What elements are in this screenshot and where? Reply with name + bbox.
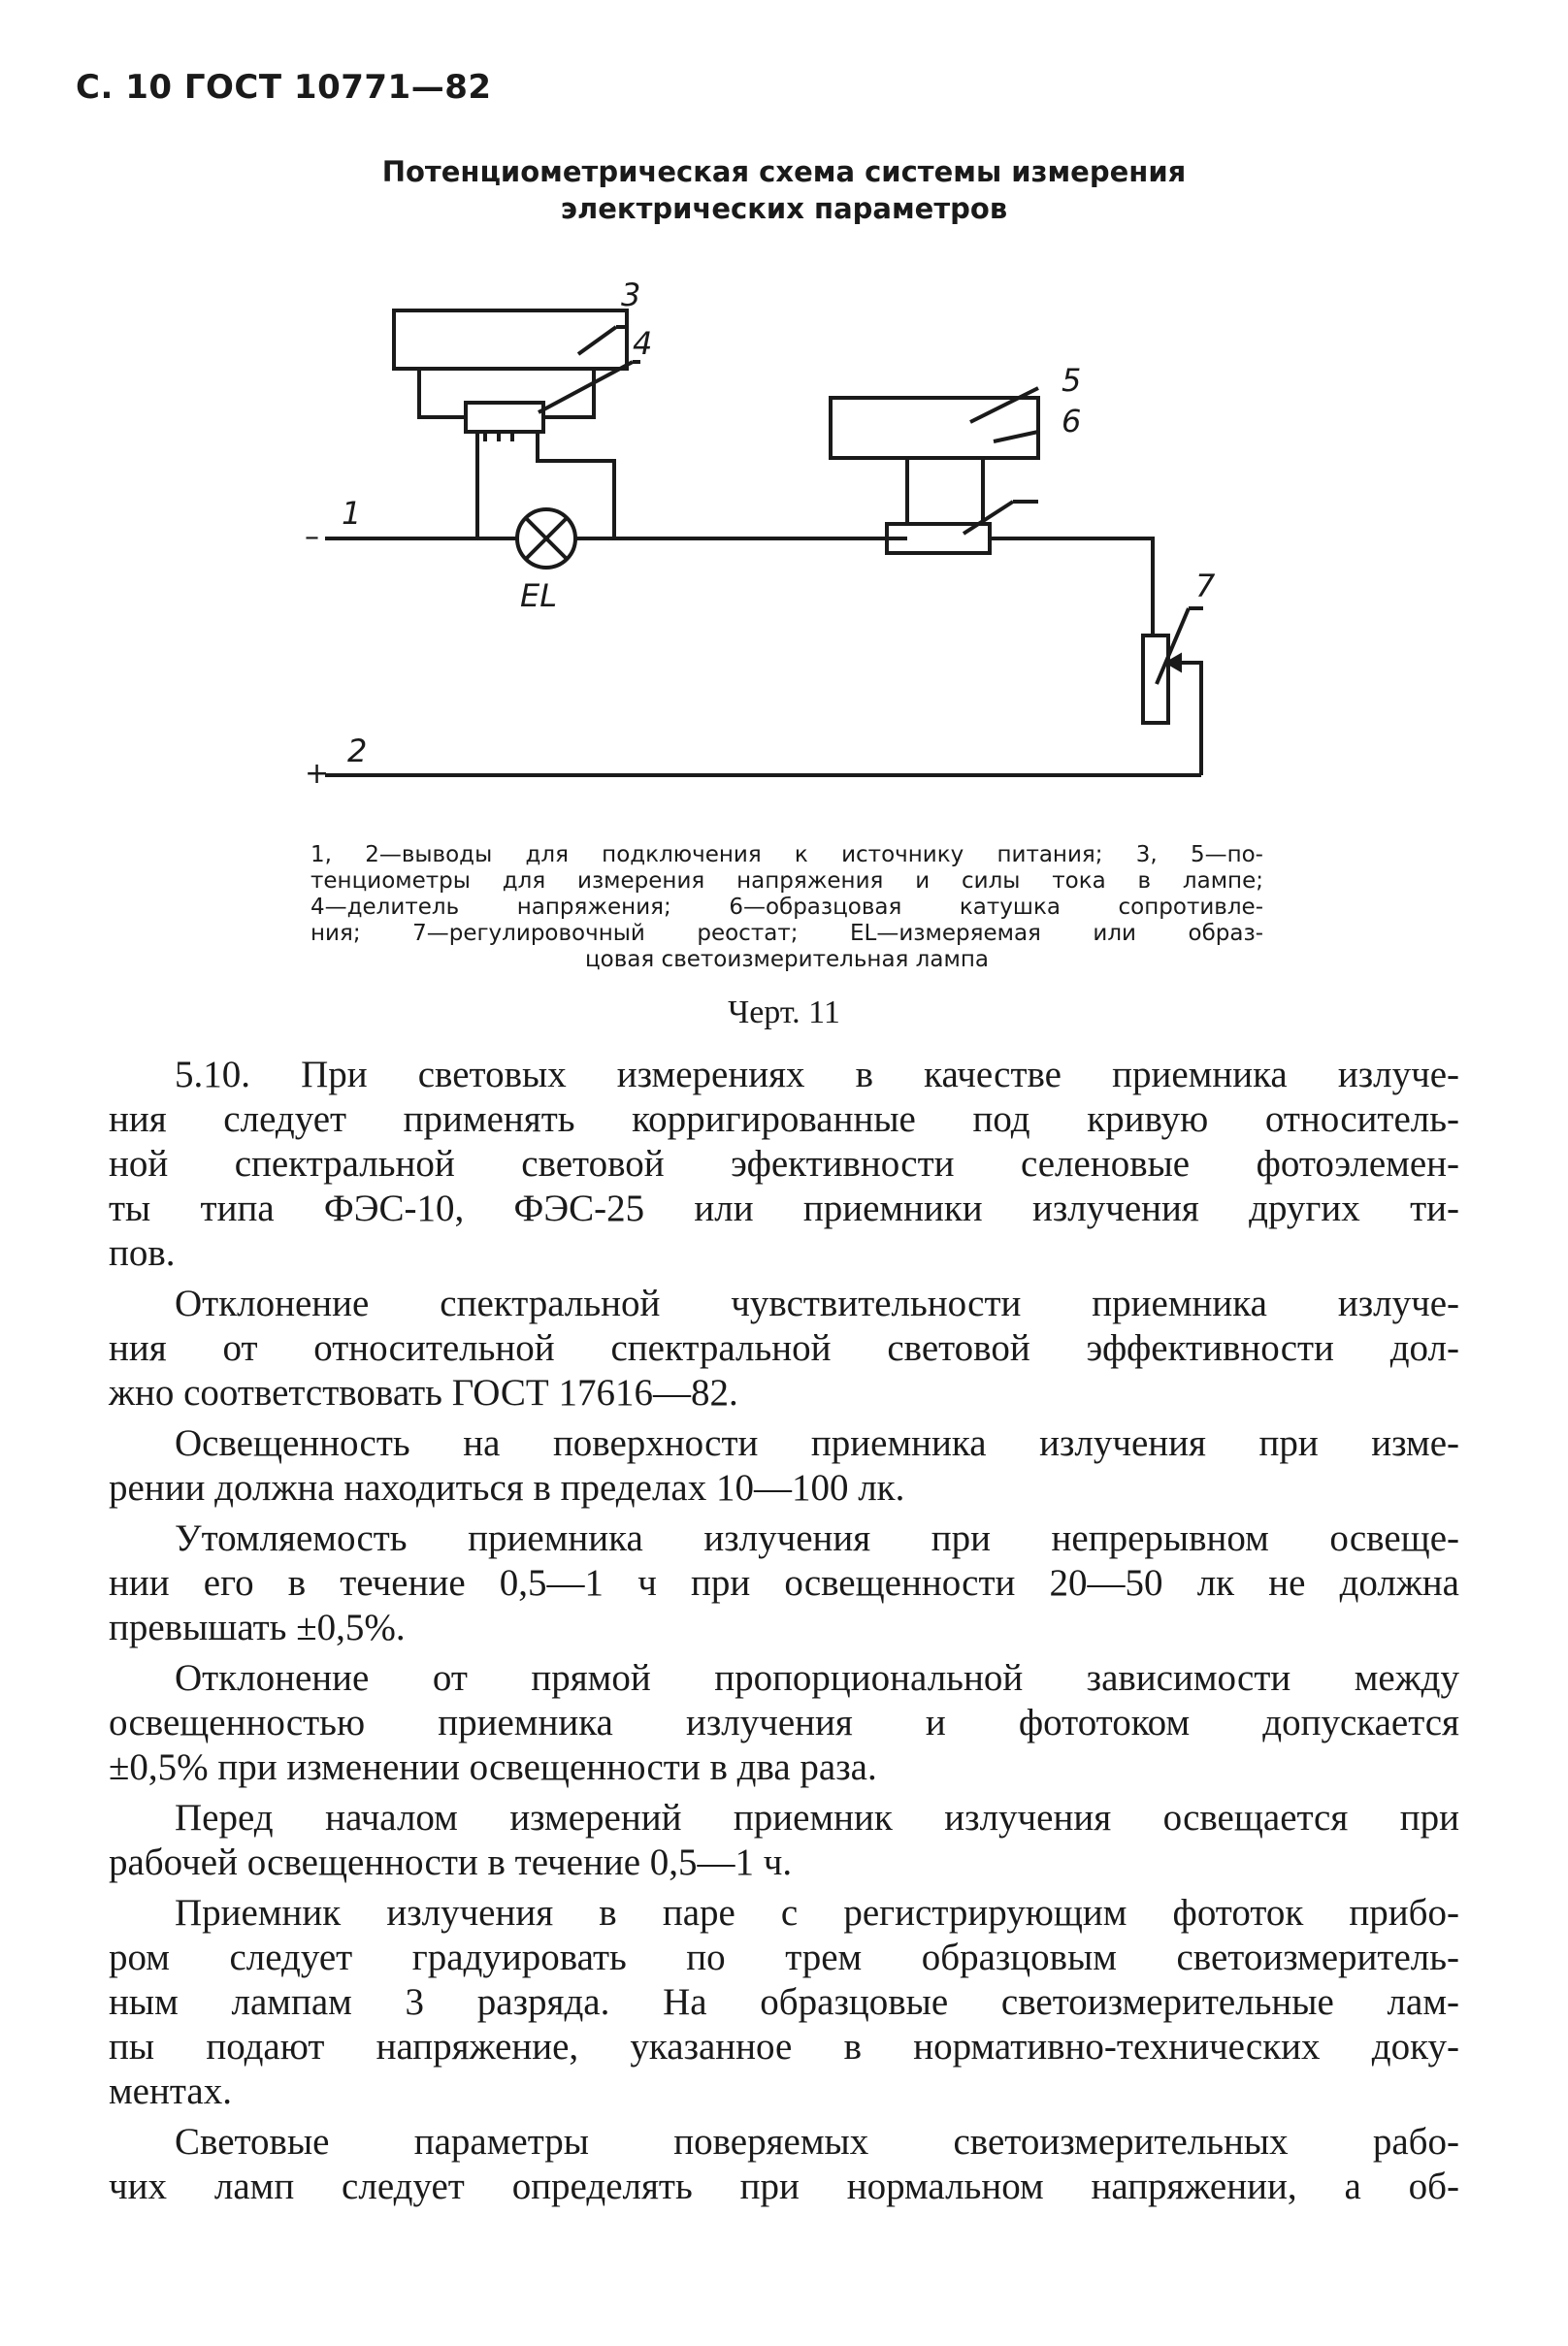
wire	[543, 369, 594, 417]
figure-title	[0, 153, 1568, 227]
label-4: 4	[633, 325, 653, 362]
caption-line: 4—делитель напряжения; 6—образцовая катушка сопротивле-	[310, 895, 1263, 920]
caption-line: ния; 7—регулировочный реостат; EL—измеряемая или образ-	[310, 921, 1263, 946]
text-line: ±0,5% при изменении освещенности в два раза.	[109, 1746, 877, 1788]
figure-caption	[310, 842, 1263, 973]
minus-sign: –	[305, 520, 319, 554]
text-line: ния от относительной спектральной световой эффективности дол-	[109, 1327, 1459, 1369]
text-line: пов.	[109, 1232, 176, 1274]
text-line: Освещенность на поверхности приемника излучения при изме-	[175, 1422, 1459, 1464]
voltage-divider-4	[466, 403, 543, 432]
paragraph	[109, 2120, 1459, 2209]
text-line: пы подают напряжение, указанное в нормативно-технических доку-	[109, 2026, 1459, 2068]
wire	[419, 369, 466, 417]
label-5: 5	[1062, 362, 1082, 399]
text-line: ным лампам 3 разряда. На образцовые светоизмерительные лам-	[109, 1981, 1459, 2023]
page-header: С. 10 ГОСТ 10771—82	[76, 68, 492, 107]
text-line: Приемник излучения в паре с регистрирующим фототок прибо-	[175, 1892, 1459, 1934]
paragraph	[109, 1421, 1459, 1511]
text-line: 5.10. При световых измерениях в качестве приемника излуче-	[175, 1054, 1459, 1095]
text-line: ния следует применять корригированные под кривую относитель-	[109, 1098, 1459, 1140]
text-line: чих ламп следует определять при нормальном напряжении, а об-	[109, 2166, 1459, 2207]
text-line: ментах.	[109, 2070, 232, 2112]
text-line: ром следует градуировать по трем образцовым светоизмеритель-	[109, 1937, 1459, 1978]
text-line: Утомляемость приемника излучения при непрерывном освеще-	[175, 1517, 1459, 1559]
caption-line: тенциометры для измерения напряжения и силы тока в лампе;	[310, 868, 1263, 894]
potentiometer-5	[831, 398, 1038, 458]
wire	[990, 538, 1153, 635]
rheostat-slider	[1168, 663, 1201, 775]
text-line: освещенностью приемника излучения и фототоком допускается	[109, 1702, 1459, 1743]
label-lamp: EL	[520, 577, 558, 614]
text-line: нии его в течение 0,5—1 ч при освещенности 20—50 лк не должна	[109, 1562, 1459, 1604]
wire	[538, 432, 614, 538]
body-text	[109, 1053, 1459, 2215]
plus-sign: +	[305, 757, 330, 791]
paragraph	[109, 1656, 1459, 1790]
label-6: 6	[1062, 403, 1082, 440]
figure-number: Черт. 11	[728, 994, 840, 1030]
text-line: рабочей освещенности в течение 0,5—1 ч.	[109, 1841, 793, 1883]
label-2: 2	[347, 733, 368, 769]
rheostat-7	[1143, 635, 1168, 723]
potentiometer-3	[394, 310, 627, 369]
figure-title-line: Потенциометрическая схема системы измерения	[381, 155, 1187, 188]
text-line: Отклонение спектральной чувствительности приемника излуче-	[175, 1283, 1459, 1324]
label-7: 7	[1195, 568, 1216, 604]
potentiometric-circuit-diagram	[291, 277, 1281, 805]
paragraph	[109, 1053, 1459, 1276]
caption-line: цовая светоизмерительная лампа	[585, 947, 989, 972]
paragraph	[109, 1516, 1459, 1650]
text-line: Световые параметры поверяемых светоизмерительных рабо-	[175, 2121, 1459, 2163]
text-line: ной спектральной световой эфективности селеновые фотоэлемен-	[109, 1143, 1459, 1185]
label-1: 1	[342, 495, 362, 532]
text-line: Отклонение от прямой пропорциональной зависимости между	[175, 1657, 1459, 1699]
label-3: 3	[621, 277, 641, 313]
paragraph	[109, 1796, 1459, 1885]
figure-title-line: электрических параметров	[560, 192, 1008, 225]
text-line: Перед началом измерений приемник излучения освещается при	[175, 1797, 1459, 1839]
paragraph	[109, 1891, 1459, 2114]
text-line: жно соответствовать ГОСТ 17616—82.	[109, 1372, 738, 1414]
paragraph	[109, 1282, 1459, 1416]
text-line: ты типа ФЭС-10, ФЭС-25 или приемники излучения других ти-	[109, 1188, 1459, 1229]
text-line: рении должна находиться в пределах 10—100 лк.	[109, 1467, 905, 1509]
text-line: превышать ±0,5%.	[109, 1607, 406, 1648]
caption-line: 1, 2—выводы для подключения к источнику питания; 3, 5—по-	[310, 842, 1263, 867]
